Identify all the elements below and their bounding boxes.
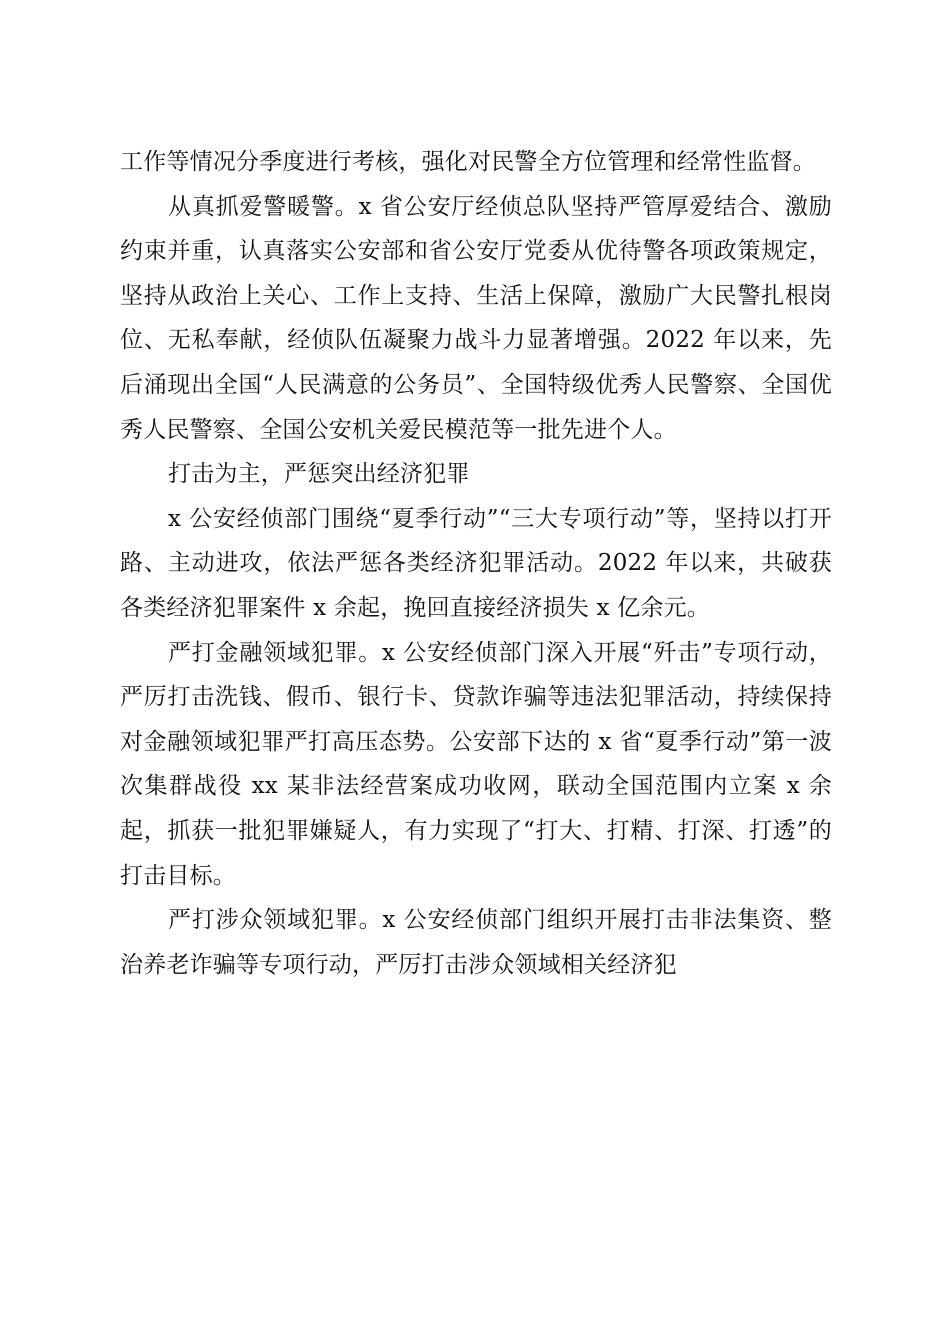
paragraph-financial-crime: 严打金融领域犯罪。x 公安经侦部门深入开展“歼击”专项行动，严厉打击洗钱、假币、银行卡、贷款诈骗等违法犯罪活动，持续保持对金融领域犯罪严打高压态势。公安部下达的 x 省“夏季行动”第一波次集群战役 xx 某非法经营案成功收网，联动全国范围内立案 x 余起，抓获一批犯罪嫌疑人，有力实现了“打大、打精、打深、打透”的打击目标。 — [120, 639, 832, 889]
paragraph-continuation: 工作等情况分季度进行考核，强化对民警全方位管理和经常性监督。 — [120, 149, 816, 175]
paragraph-police-care: 从真抓爱警暖警。x 省公安厅经侦总队坚持严管厚爱结合、激励约束并重，认真落实公安部和省公安厅党委从优待警各项政策规定，坚持从政治上关心、工作上支持、生活上保障，激励广大民警扎根岗位、无私奉献，经侦队伍凝聚力战斗力显著增强。2022 年以来，先后涌现出全国“人民满意的公务员”、全国特级优秀人民警察、全国优秀人民警察、全国公安机关爱民模范等一批先进个人。 — [120, 193, 832, 443]
paragraph-public-crime: 严打涉众领域犯罪。x 公安经侦部门组织开展打击非法集资、整治养老诈骗等专项行动，严厉打击涉众领域相关经济犯 — [120, 907, 832, 978]
section-heading: 打击为主，严惩突出经济犯罪 — [168, 461, 470, 488]
paragraph-crackdown-summary: x 公安经侦部门围绕“夏季行动”“三大专项行动”等，坚持以打开路、主动进攻，依法严惩各类经济犯罪活动。2022 年以来，共破获各类经济犯罪案件 x 余起，挽回直接经济损失 x 亿余元。 — [120, 505, 832, 621]
document-body — [120, 140, 832, 987]
